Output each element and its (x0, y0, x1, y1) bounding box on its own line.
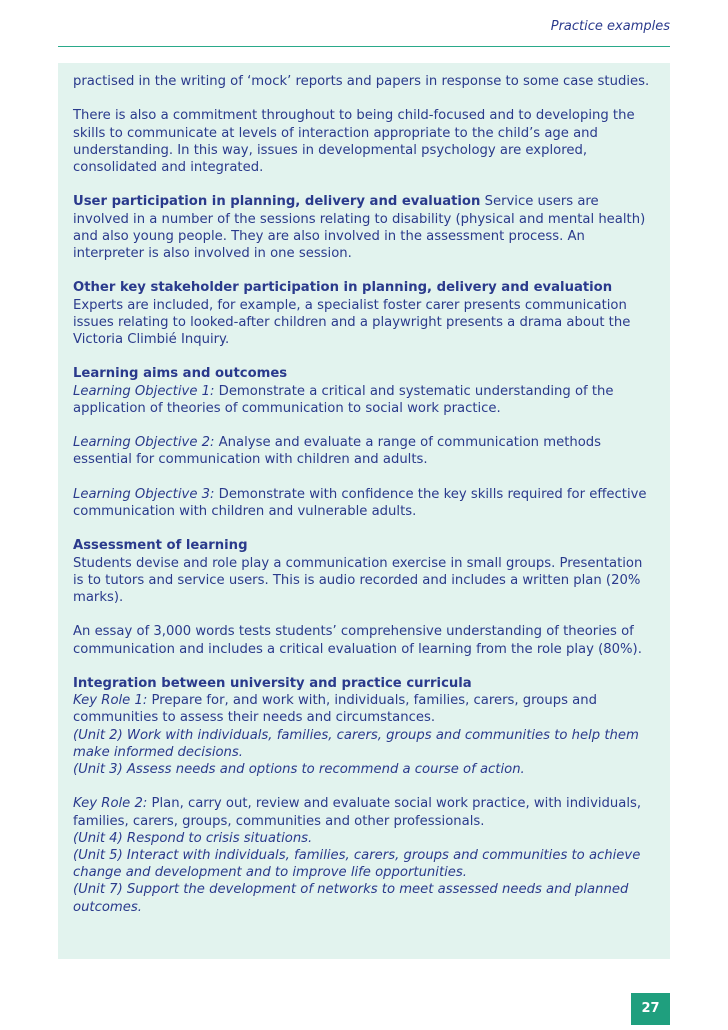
intro-continuation-paragraph: practised in the writing of ‘mock’ reports and papers in response to some case studies. (73, 74, 650, 89)
key-role-2 (73, 795, 656, 829)
stakeholder-participation-heading: Other key stakeholder participation in planning, delivery and evaluation (73, 280, 613, 296)
learning-objective-3 (73, 486, 656, 520)
key-role-2-unit-5: (Unit 5) Interact with individuals, families, carers, groups and communities to achieve change and development and to improve life opportunities. (73, 847, 641, 881)
key-role-2-unit-4: (Unit 4) Respond to crisis situations. (73, 830, 313, 846)
key-role-2-label: Key Role 2: (73, 796, 148, 812)
key-role-1-label: Key Role 1: (73, 693, 148, 709)
learning-objective-3-label: Learning Objective 3: (73, 486, 215, 502)
integration-heading: Integration between university and practice curricula (73, 675, 472, 691)
user-participation-heading: User participation in planning, delivery and evaluation (73, 194, 481, 210)
key-role-1-text: Prepare for, and work with, individuals, families, carers, groups and communities to assess their needs and circumstances. (73, 693, 597, 726)
learning-objective-1-label: Learning Objective 1: (73, 383, 215, 399)
running-header: Practice examples (550, 19, 670, 34)
content-panel (58, 63, 670, 959)
learning-objective-2 (73, 434, 656, 468)
learning-objective-2-label: Learning Objective 2: (73, 435, 215, 451)
child-focused-paragraph: There is also a commitment throughout to being child-focused and to developing the skills to communicate at levels of interaction appropriate to the child’s age and understanding. In this way, issues in developmental psychology are explored, consolidated and integrated. (73, 108, 635, 175)
key-role-2-unit-7: (Unit 7) Support the development of networks to meet assessed needs and planned outcomes. (73, 882, 629, 915)
key-role-2-text: Plan, carry out, review and evaluate social work practice, with individuals, families, carers, groups, communities and other professionals. (73, 796, 642, 829)
key-role-1-unit-3: (Unit 3) Assess needs and options to recommend a course of action. (73, 761, 525, 777)
learning-objective-1-text: Demonstrate a critical and systematic understanding of the application of theories of communication to social work practice. (73, 383, 614, 416)
key-role-1-unit-2: (Unit 2) Work with individuals, families, carers, groups and communities to help them make informed decisions. (73, 727, 639, 760)
learning-aims-heading: Learning aims and outcomes (73, 366, 288, 382)
assessment-heading: Assessment of learning (73, 538, 248, 554)
page-number-badge: 27 (631, 993, 670, 1025)
stakeholder-participation-body: Experts are included, for example, a specialist foster carer presents communication issues relating to looked-after children and a playwright presents a drama about the Victoria Climbié Inquiry. (73, 297, 631, 347)
header-divider (58, 46, 670, 47)
assessment-essay: An essay of 3,000 words tests students’ comprehensive understanding of theories of communication and includes a critical evaluation of learning from the role play (80%). (73, 624, 642, 657)
user-participation-paragraph (73, 193, 656, 262)
learning-objective-1 (73, 383, 656, 417)
user-participation-body: Service users are involved in a number of the sessions relating to disability (physical and mental health) and also young people. They are also involved in the assessment process. An interpreter is also involved in one session. (73, 194, 646, 261)
assessment-body: Students devise and role play a communication exercise in small groups. Presentation is to tutors and service users. This is audio recorded and includes a written plan (20% marks). (73, 555, 643, 605)
learning-objective-3-text: Demonstrate with confidence the key skills required for effective communication with children and vulnerable adults. (73, 486, 647, 519)
learning-objective-2-text: Analyse and evaluate a range of communication methods essential for communication with children and adults. (73, 435, 602, 468)
key-role-1 (73, 692, 656, 726)
